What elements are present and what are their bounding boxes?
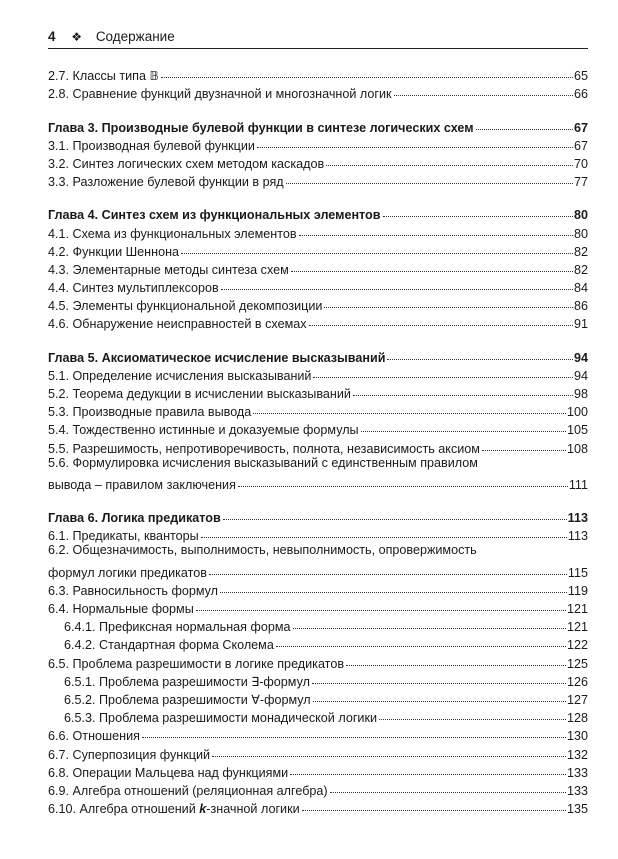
dot-leader bbox=[299, 235, 573, 236]
toc-entry bbox=[48, 743, 588, 761]
toc-entry-title: 4.3. Элементарные методы синтеза схем bbox=[48, 262, 289, 277]
toc-entry-title: 4.6. Обнаружение неисправностей в схемах bbox=[48, 317, 307, 332]
title-text-after: -значной логики bbox=[206, 802, 300, 817]
dot-leader bbox=[379, 719, 566, 720]
toc-entry-title: 5.5. Разрешимость, непротиворечивость, полнота, независимость аксиом bbox=[48, 441, 480, 456]
toc-entry-title: 6.5.3. Проблема разрешимости монадической логики bbox=[64, 711, 377, 726]
toc-entry-title: 6.4.1. Префиксная нормальная форма bbox=[64, 620, 291, 635]
toc-entry-page: 122 bbox=[566, 638, 588, 653]
toc-entry bbox=[48, 525, 588, 543]
dot-leader bbox=[253, 413, 566, 414]
toc-entry bbox=[48, 634, 588, 652]
running-head-title: Содержание bbox=[95, 29, 175, 44]
toc-entry-title: 2.7. Классы типа 𝔹 bbox=[48, 69, 159, 84]
toc-entry-title: 6.5. Проблема разрешимости в логике предикатов bbox=[48, 656, 345, 671]
dot-leader bbox=[290, 774, 566, 775]
dot-leader bbox=[313, 377, 573, 378]
dot-leader bbox=[223, 519, 567, 520]
toc-entry bbox=[48, 780, 588, 798]
toc-entry bbox=[48, 652, 588, 670]
toc-entry-page: 77 bbox=[573, 175, 588, 190]
dot-leader bbox=[309, 325, 573, 326]
toc-entry bbox=[48, 562, 588, 580]
dot-leader bbox=[330, 792, 566, 793]
dot-leader bbox=[276, 646, 566, 647]
toc-entry bbox=[48, 616, 588, 634]
toc-entry bbox=[48, 65, 588, 83]
toc-entry-page: 133 bbox=[566, 765, 588, 780]
toc-entry bbox=[48, 798, 588, 816]
toc-entry-page: 130 bbox=[566, 729, 588, 744]
toc-entry-title: 3.2. Синтез логических схем методом каскадов bbox=[48, 156, 325, 171]
toc-entry bbox=[48, 241, 588, 259]
page-header bbox=[48, 28, 588, 49]
toc-entry-title: 6.3. Равносильность формул bbox=[48, 583, 219, 598]
dot-leader bbox=[313, 701, 566, 702]
toc-entry bbox=[48, 419, 588, 437]
dot-leader bbox=[326, 165, 573, 166]
toc-entry-page: 119 bbox=[567, 583, 588, 598]
toc-entry-title: 5.3. Производные правила вывода bbox=[48, 405, 252, 420]
toc-entry-page: 126 bbox=[566, 674, 588, 689]
chapter-entry-page: 113 bbox=[567, 511, 588, 526]
toc-entry-page: 125 bbox=[566, 656, 588, 671]
diamond-ornament-icon: ❖ bbox=[71, 30, 83, 44]
toc-entry-page: 105 bbox=[566, 423, 588, 438]
toc-entry-title: 5.2. Теорема дедукции в исчислении высказываний bbox=[48, 387, 351, 401]
chapter-entry-page: 67 bbox=[573, 120, 588, 135]
toc-entry bbox=[48, 762, 588, 780]
toc-entry-page: 91 bbox=[573, 317, 588, 332]
toc-entry-title: 6.7. Суперпозиция функций bbox=[48, 747, 211, 762]
toc-entry-page: 128 bbox=[566, 711, 588, 726]
toc-entry-page: 70 bbox=[573, 156, 588, 171]
toc-entry-title: 4.4. Синтез мультиплексоров bbox=[48, 281, 219, 296]
toc-entry-title: 5.1. Определение исчисления высказываний bbox=[48, 368, 312, 383]
toc-entry-title: 2.8. Сравнение функций двузначной и многозначной логик bbox=[48, 87, 392, 102]
chapter-entry-page: 94 bbox=[573, 350, 588, 365]
dot-leader bbox=[221, 289, 573, 290]
toc-entry-page: 84 bbox=[573, 281, 588, 296]
toc-entry bbox=[48, 365, 588, 383]
toc-entry-page: 82 bbox=[573, 244, 588, 259]
toc-entry bbox=[48, 153, 588, 171]
toc-entry-title: 6.5.1. Проблема разрешимости ∃-формул bbox=[64, 674, 310, 689]
dot-leader bbox=[286, 183, 573, 184]
dot-leader bbox=[201, 537, 567, 538]
chapter-entry-page: 80 bbox=[573, 208, 588, 223]
dot-leader bbox=[291, 271, 573, 272]
toc-entry-title: 4.2. Функции Шеннона bbox=[48, 244, 180, 259]
chapter-entry-title: Глава 4. Синтез схем из функциональных элементов bbox=[48, 208, 381, 223]
toc-entry-title: 6.1. Предикаты, кванторы bbox=[48, 529, 199, 544]
toc-entry bbox=[48, 313, 588, 331]
dot-leader bbox=[394, 95, 573, 96]
dot-leader bbox=[383, 216, 573, 217]
page-number: 4 bbox=[48, 29, 56, 44]
toc-entry bbox=[48, 401, 588, 419]
dot-leader bbox=[476, 129, 573, 130]
toc-entry-page: 67 bbox=[573, 138, 588, 153]
title-text: 6.10. Алгебра отношений bbox=[48, 802, 200, 817]
toc-entry-first-line: 6.2. Общезначимость, выполнимость, невыполнимость, опровержимость bbox=[48, 543, 477, 558]
dot-leader bbox=[293, 628, 566, 629]
toc-entry-page: 133 bbox=[566, 783, 588, 798]
toc-entry bbox=[48, 689, 588, 707]
toc-entry-page: 135 bbox=[566, 802, 588, 817]
toc-entry-first-line: 5.6. Формулировка исчисления высказываний с единственным правилом bbox=[48, 455, 478, 470]
chapter-entry-title: Глава 5. Аксиоматическое исчисление высказываний bbox=[48, 350, 386, 365]
dot-leader bbox=[482, 450, 566, 451]
dot-leader bbox=[196, 610, 566, 611]
toc-entry bbox=[48, 222, 588, 240]
toc-entry-page: 111 bbox=[568, 477, 588, 492]
toc-section bbox=[48, 65, 588, 101]
toc-entry bbox=[48, 725, 588, 743]
toc-entry-page: 86 bbox=[573, 299, 588, 314]
chapter-entry bbox=[48, 346, 588, 364]
toc-entry-title: 6.4.2. Стандартная форма Сколема bbox=[64, 638, 274, 653]
toc-entry-page: 115 bbox=[567, 565, 588, 580]
title-emphasis: k bbox=[199, 802, 207, 817]
chapter-entry-title: Глава 3. Производные булевой функции в синтезе логических схем bbox=[48, 120, 474, 135]
toc-entry bbox=[48, 171, 588, 189]
toc-entry-page: 80 bbox=[573, 226, 588, 241]
dot-leader bbox=[220, 592, 567, 593]
toc-entry-title: 6.9. Алгебра отношений (реляционная алгебра) bbox=[48, 783, 328, 798]
toc-entry-page: 100 bbox=[566, 405, 588, 420]
toc-entry-page: 108 bbox=[566, 441, 588, 456]
toc-entry-page: 113 bbox=[567, 529, 588, 544]
toc-entry-title: вывода – правилом заключения bbox=[48, 477, 236, 492]
toc-entry-title: 5.4. Тождественно истинные и доказуемые формулы bbox=[48, 423, 359, 438]
dot-leader bbox=[361, 431, 566, 432]
toc-entry bbox=[48, 671, 588, 689]
toc-entry bbox=[48, 295, 588, 313]
toc-entry-title: формул логики предикатов bbox=[48, 565, 207, 580]
dot-leader bbox=[161, 77, 573, 78]
toc-entry bbox=[48, 580, 588, 598]
toc-section bbox=[48, 116, 588, 189]
toc-entry bbox=[48, 437, 588, 455]
toc-section bbox=[48, 204, 588, 331]
toc-entry-page: 98 bbox=[573, 387, 588, 401]
dot-leader bbox=[324, 307, 573, 308]
toc-entry-page: 127 bbox=[566, 693, 588, 707]
toc-entry-title: 6.8. Операции Мальцева над функциями bbox=[48, 765, 289, 780]
dot-leader bbox=[212, 756, 566, 757]
dot-leader bbox=[209, 574, 567, 575]
chapter-entry bbox=[48, 116, 588, 134]
dot-leader bbox=[346, 665, 566, 666]
toc-entry-title: 4.1. Схема из функциональных элементов bbox=[48, 226, 297, 241]
toc-entry-title: 4.5. Элементы функциональной декомпозиции bbox=[48, 299, 323, 314]
toc-entry bbox=[48, 598, 588, 616]
toc-entry-title: 3.3. Разложение булевой функции в ряд bbox=[48, 175, 284, 190]
toc-section bbox=[48, 346, 588, 492]
chapter-entry bbox=[48, 204, 588, 222]
toc-entry-page: 121 bbox=[566, 620, 588, 635]
dot-leader bbox=[353, 395, 573, 396]
chapter-entry-title: Глава 6. Логика предикатов bbox=[48, 511, 221, 526]
toc-entry bbox=[48, 259, 588, 277]
toc-entry bbox=[48, 474, 588, 492]
toc-entry-title: 6.5.2. Проблема разрешимости ∀-формул bbox=[64, 693, 311, 707]
toc-entry-page: 66 bbox=[573, 87, 588, 102]
toc-entry bbox=[48, 707, 588, 725]
dot-leader bbox=[312, 683, 566, 684]
dot-leader bbox=[181, 253, 573, 254]
toc-entry-page: 65 bbox=[573, 69, 588, 84]
dot-leader bbox=[142, 737, 566, 738]
toc-entry-title bbox=[48, 802, 300, 816]
toc-entry-title: 3.1. Производная булевой функции bbox=[48, 138, 255, 153]
toc-entry-page: 121 bbox=[566, 602, 588, 617]
dot-leader bbox=[238, 486, 568, 487]
chapter-entry bbox=[48, 507, 588, 525]
dot-leader bbox=[302, 810, 566, 811]
toc-entry-page: 132 bbox=[566, 747, 588, 762]
toc-entry-page: 94 bbox=[573, 368, 588, 383]
dot-leader bbox=[387, 359, 573, 360]
table-of-contents bbox=[48, 65, 588, 831]
toc-entry bbox=[48, 383, 588, 401]
dot-leader bbox=[257, 147, 573, 148]
toc-section bbox=[48, 507, 588, 816]
toc-entry-page: 82 bbox=[573, 262, 588, 277]
toc-entry bbox=[48, 135, 588, 153]
toc-entry-title: 6.4. Нормальные формы bbox=[48, 602, 194, 617]
toc-entry-title: 6.6. Отношения bbox=[48, 729, 140, 744]
toc-entry bbox=[48, 277, 588, 295]
toc-entry bbox=[48, 83, 588, 101]
